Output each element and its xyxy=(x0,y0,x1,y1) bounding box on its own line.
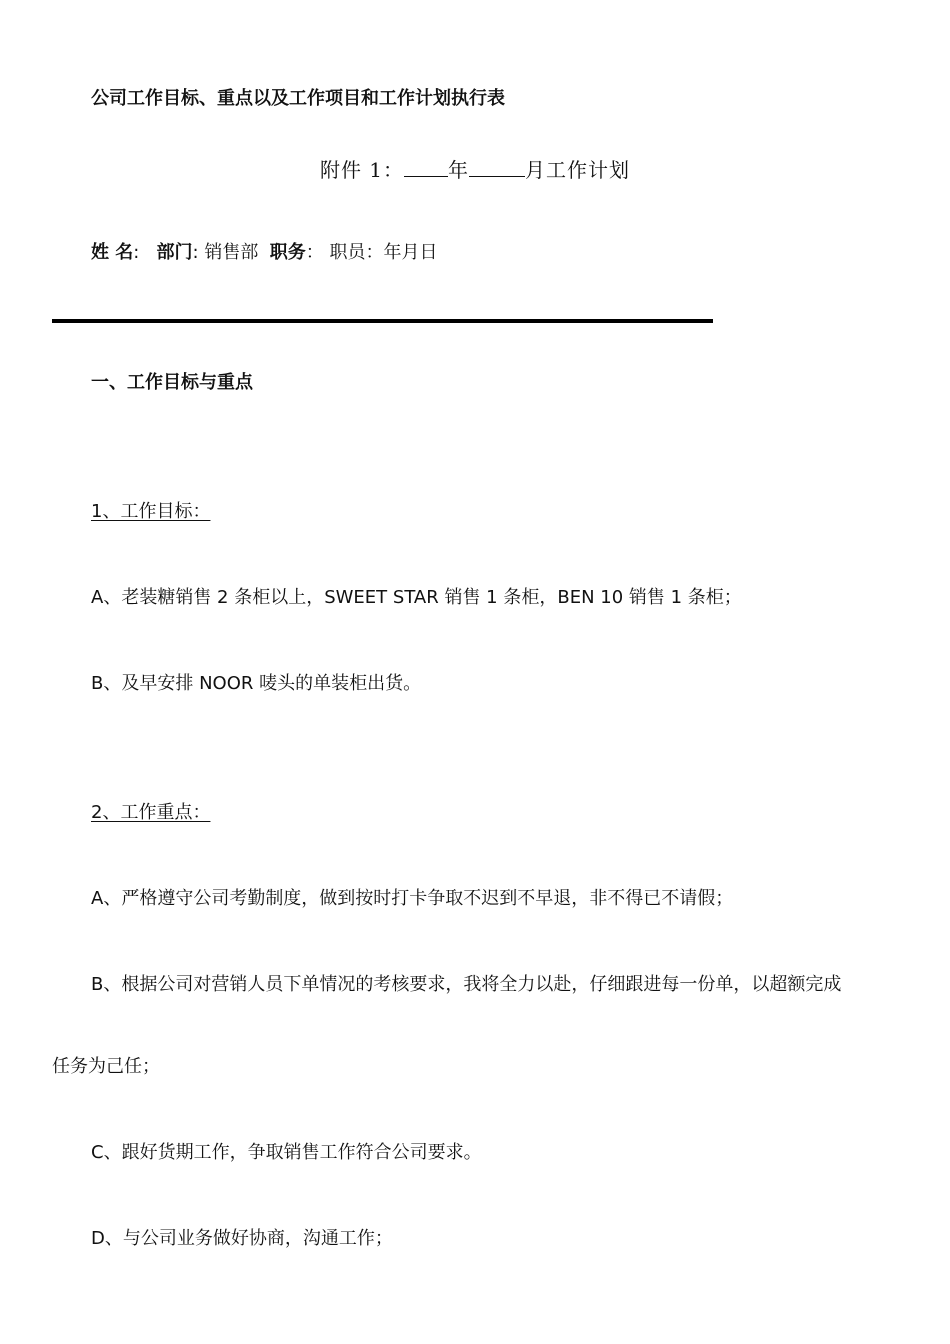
focus-item-a: A、严格遵守公司考勤制度，做到按时打卡争取不迟到不早退，非不得已不请假； xyxy=(91,888,734,909)
name-colon: : xyxy=(133,242,140,263)
goals-title: 1、工作目标： xyxy=(91,501,211,522)
title-value: ： 职员：年月日 xyxy=(305,242,438,263)
focus-item-b: B、根据公司对营销人员下单情况的考核要求，我将全力以赴，仔细跟进每一份单，以超额完成 xyxy=(91,974,842,995)
heading-month: 月工作计划 xyxy=(525,158,631,182)
heading-prefix: 附件 1： xyxy=(319,158,405,182)
section-title: 一、工作目标与重点 xyxy=(91,372,253,393)
focus-item-d: D、与公司业务做好协商，沟通工作； xyxy=(91,1228,393,1249)
focus-title: 2、工作重点： xyxy=(91,802,211,823)
divider xyxy=(52,319,713,323)
year-blank xyxy=(404,158,448,177)
dept-value: : 销售部 xyxy=(192,242,259,263)
plan-heading xyxy=(0,154,950,183)
month-blank xyxy=(469,158,525,177)
goal-item-a: A、老装糖销售 2 条柜以上，SWEET STAR 销售 1 条柜，BEN 10 销售 1 条柜； xyxy=(91,587,742,608)
title-label: 职务 xyxy=(269,242,306,263)
dept-label: 部门 xyxy=(156,242,193,263)
name-label: 姓 名 xyxy=(91,242,134,263)
employee-info xyxy=(91,238,438,264)
heading-year: 年 xyxy=(448,158,470,182)
focus-item-b-continued: 任务为己任； xyxy=(52,1056,160,1077)
focus-item-c: C、跟好货期工作，争取销售工作符合公司要求。 xyxy=(91,1142,482,1163)
document-title: 公司工作目标、重点以及工作项目和工作计划执行表 xyxy=(91,88,505,109)
goal-item-b: B、及早安排 NOOR 唛头的单装柜出货。 xyxy=(91,673,422,694)
